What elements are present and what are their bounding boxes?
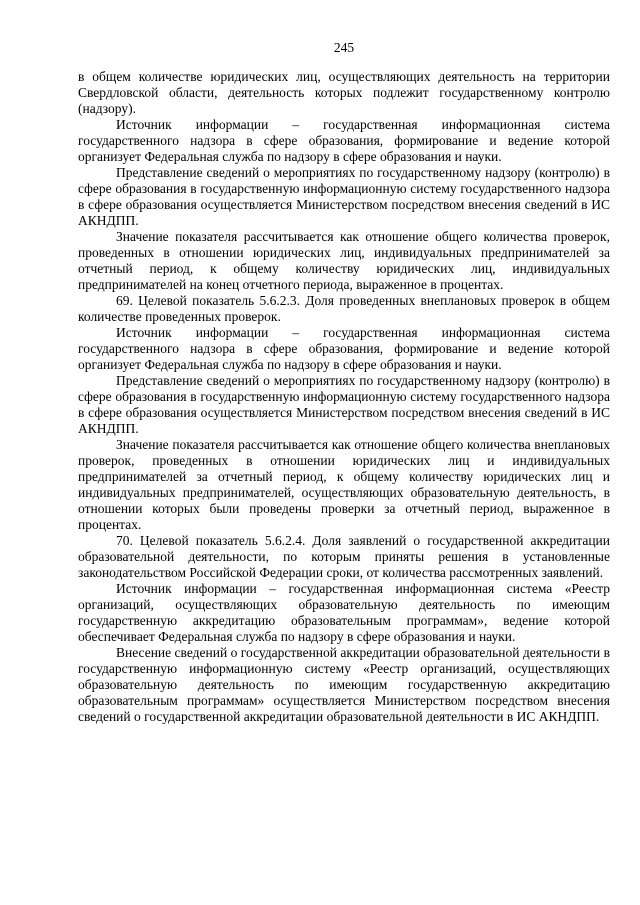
document-page	[78, 40, 610, 725]
paragraph-6: Источник информации – государственная информационная система государственного надзора в сфере образования, формирование и ведение которой организует Федеральная служба по надзору в сфере образования и науки.	[78, 325, 610, 372]
paragraph-2: Источник информации – государственная информационная система государственного надзора в сфере образования, формирование и ведение которой организует Федеральная служба по надзору в сфере образования и науки.	[78, 117, 610, 164]
paragraph-11: Внесение сведений о государственной аккредитации образовательной деятельности в государственную информационную систему «Реестр организаций, осуществляющих образовательную деятельность по имеющим государственную аккредитацию образовательным программам» осуществляется Министерством посредством внесения сведений о государственной аккредитации образовательной деятельности в ИС АКНДПП.	[78, 645, 610, 724]
page-number: 245	[333, 40, 355, 55]
paragraph-7: Представление сведений о мероприятиях по государственному надзору (контролю) в сфере образования в государственную информационную систему государственного надзора в сфере образования осуществляется Министерством посредством внесения сведений в ИС АКНДПП.	[78, 373, 610, 436]
paragraph-3: Представление сведений о мероприятиях по государственному надзору (контролю) в сфере образования в государственную информационную систему государственного надзора в сфере образования осуществляется Министерством посредством внесения сведений в ИС АКНДПП.	[78, 165, 610, 228]
paragraph-1: в общем количестве юридических лиц, осуществляющих деятельность на территории Свердловской области, деятельность которых подлежит государственному контролю (надзору).	[78, 69, 610, 116]
paragraph-8: Значение показателя рассчитывается как отношение общего количества внеплановых проверок, проведенных в отношении юридических лиц и индивидуальных предпринимателей за отчетный период, к общему количеству юридических лиц и индивидуальных предпринимателей, осуществляющих образовательную деятельность, в отношении которых были проведены проверки за отчетный период, выраженное в процентах.	[78, 437, 610, 532]
paragraph-4: Значение показателя рассчитывается как отношение общего количества проверок, проведенных в отношении юридических лиц, индивидуальных предпринимателей за отчетный период, к общему количеству юридических лиц, индивидуальных предпринимателей на конец отчетного периода, выраженное в процентах.	[78, 229, 610, 292]
paragraph-5-target-indicator-69: 69. Целевой показатель 5.6.2.3. Доля проведенных внеплановых проверок в общем количестве проведенных проверок.	[78, 293, 610, 324]
paragraph-10: Источник информации – государственная информационная система «Реестр организаций, осуществляющих образовательную деятельность по имеющим государственную аккредитацию образовательным программам», ведение которой обеспечивает Федеральная служба по надзору в сфере образования и науки.	[78, 581, 610, 644]
paragraph-9-target-indicator-70: 70. Целевой показатель 5.6.2.4. Доля заявлений о государственной аккредитации образовательной деятельности, по которым приняты решения в установленные законодательством Российской Федерации сроки, от количества рассмотренных заявлений.	[78, 533, 610, 580]
